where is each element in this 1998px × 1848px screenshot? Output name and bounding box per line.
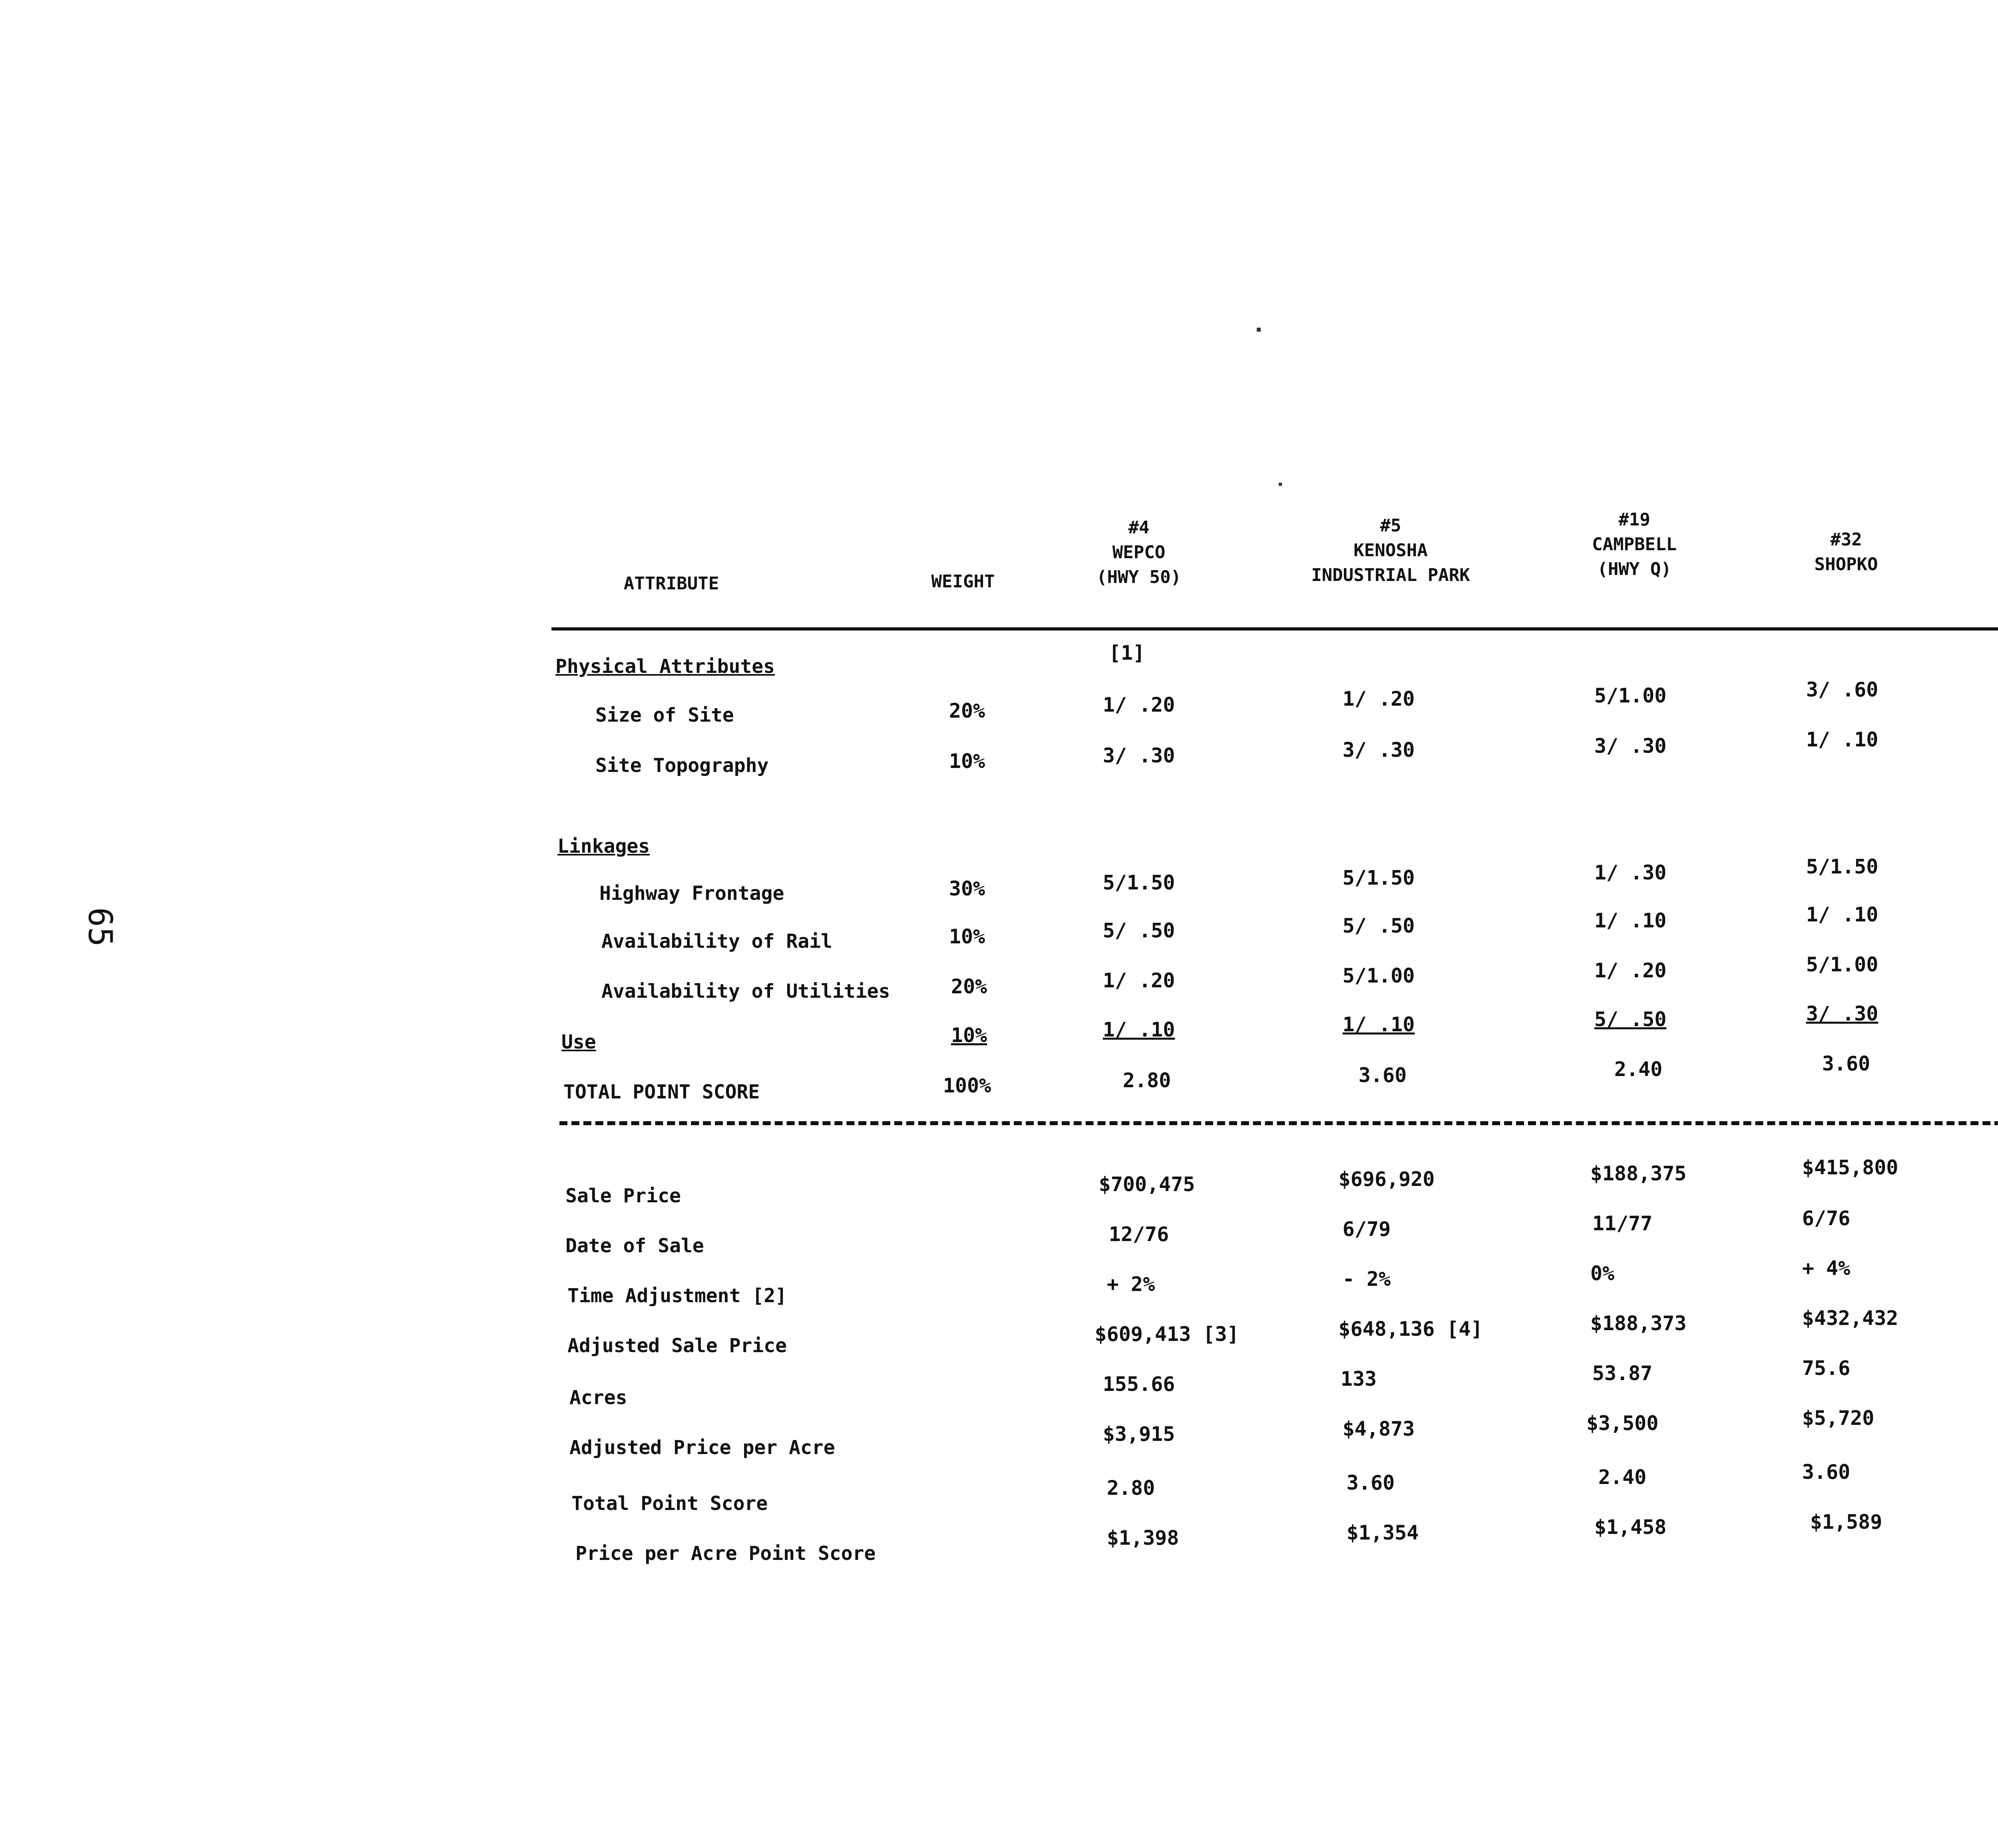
scan-speck — [1257, 328, 1261, 332]
score-cell: 1/ .10 — [1806, 728, 1879, 751]
sales-cell: 6/76 — [1802, 1207, 1851, 1230]
sales-cell: 12/76 — [1108, 1223, 1169, 1246]
row-label: Price per Acre Point Score — [575, 1542, 876, 1565]
score-cell: 1/ .10 — [1806, 903, 1879, 926]
sales-cell: 2.40 — [1598, 1466, 1647, 1489]
sales-cell: $3,915 — [1102, 1422, 1175, 1446]
score-cell: 3/ .30 — [1102, 744, 1175, 767]
row-label: Site Topography — [595, 754, 769, 777]
row-label: Sale Price — [565, 1185, 681, 1207]
total-cell: 3.60 — [1822, 1052, 1871, 1075]
score-cell: 1/ .30 — [1594, 861, 1667, 884]
row-label: Time Adjustment [2] — [567, 1285, 787, 1307]
column-header-kenosha — [1311, 513, 1470, 588]
score-cell: 1/ .20 — [1102, 693, 1175, 716]
score-cell: 5/ .50 — [1102, 919, 1175, 942]
sales-cell: $188,375 — [1590, 1162, 1687, 1185]
header-line: KENOSHA — [1353, 540, 1428, 561]
sales-cell: 75.6 — [1802, 1357, 1851, 1380]
total-cell: 2.40 — [1614, 1058, 1663, 1081]
header-line: WEPCO — [1112, 542, 1166, 563]
sales-cell: 53.87 — [1592, 1362, 1653, 1385]
sales-cell: 133 — [1340, 1367, 1377, 1390]
weight-cell: 10% — [949, 925, 985, 948]
header-line: (HWY Q) — [1597, 559, 1672, 579]
row-label-use: Use — [561, 1031, 596, 1053]
score-cell: 3/ .30 — [1806, 1002, 1879, 1025]
sales-cell: $648,136 [4] — [1338, 1317, 1483, 1341]
weight-cell: 20% — [949, 699, 985, 722]
score-cell: 1/ .20 — [1342, 687, 1415, 710]
sales-cell: $5,720 — [1802, 1406, 1875, 1430]
row-label: Date of Sale — [565, 1235, 704, 1257]
header-line: #19 — [1618, 509, 1650, 530]
sales-cell: $188,373 — [1590, 1312, 1687, 1335]
sales-cell: $1,458 — [1594, 1516, 1667, 1539]
score-cell: 5/ .50 — [1594, 1008, 1667, 1031]
header-line: CAMPBELL — [1592, 534, 1677, 555]
sales-cell: $415,800 — [1802, 1156, 1898, 1179]
sales-cell: $609,413 [3] — [1095, 1323, 1239, 1346]
score-cell: 5/1.00 — [1594, 684, 1667, 707]
total-cell: 2.80 — [1122, 1069, 1171, 1092]
sales-cell: $700,475 — [1099, 1173, 1195, 1196]
weight-cell: 10% — [951, 1024, 987, 1047]
sales-cell: $1,589 — [1810, 1510, 1883, 1534]
header-line: #32 — [1830, 529, 1862, 550]
score-cell: 5/ .50 — [1342, 914, 1415, 937]
score-cell: 3/ .60 — [1806, 678, 1879, 701]
sales-cell: $3,500 — [1586, 1412, 1659, 1435]
sales-cell: 3.60 — [1346, 1471, 1395, 1494]
section-physical-attributes: Physical Attributes — [555, 655, 775, 678]
page-number: 65 — [81, 907, 119, 947]
score-cell: 5/1.50 — [1102, 871, 1175, 894]
sales-cell: 0% — [1590, 1262, 1615, 1285]
total-cell: 3.60 — [1358, 1064, 1407, 1087]
column-header-weight: WEIGHT — [931, 571, 995, 592]
weight-cell: 20% — [951, 975, 987, 998]
header-rule — [551, 627, 1998, 631]
weight-cell: 30% — [949, 877, 985, 900]
score-cell: 5/1.50 — [1342, 866, 1415, 889]
score-cell: 5/1.00 — [1806, 953, 1879, 976]
row-label: Total Point Score — [571, 1492, 768, 1515]
column-header-campbell — [1592, 507, 1677, 582]
row-label: Adjusted Sale Price — [567, 1335, 787, 1357]
weight-cell: 10% — [949, 750, 985, 773]
score-cell: 1/ .20 — [1594, 959, 1667, 982]
column-header-attribute: ATTRIBUTE — [623, 573, 719, 594]
header-line: (HWY 50) — [1097, 567, 1181, 587]
header-line: INDUSTRIAL PARK — [1311, 565, 1470, 585]
sales-cell: $696,920 — [1338, 1168, 1435, 1191]
score-cell: 1/ .20 — [1102, 969, 1175, 992]
scan-speck — [1279, 483, 1282, 486]
sales-cell: $432,432 — [1802, 1307, 1898, 1330]
header-line: #4 — [1128, 517, 1150, 538]
row-label: Acres — [569, 1386, 627, 1409]
sales-cell: 3.60 — [1802, 1460, 1851, 1484]
sales-cell: + 4% — [1802, 1257, 1851, 1280]
sales-cell: $1,398 — [1106, 1526, 1179, 1550]
footnote-marker: [1] — [1108, 641, 1145, 664]
dashed-divider — [559, 1121, 1998, 1125]
section-linkages: Linkages — [557, 835, 650, 857]
row-label: Highway Frontage — [599, 882, 784, 905]
sales-cell: 6/79 — [1342, 1217, 1391, 1241]
header-line: #5 — [1380, 515, 1401, 536]
row-label: Availability of Rail — [601, 930, 832, 953]
sales-cell: 11/77 — [1592, 1212, 1653, 1235]
row-label: Adjusted Price per Acre — [569, 1436, 835, 1459]
score-cell: 1/ .10 — [1594, 909, 1667, 932]
row-label: Size of Site — [595, 704, 734, 726]
sales-cell: $4,873 — [1342, 1417, 1415, 1440]
sales-cell: - 2% — [1342, 1267, 1391, 1291]
sales-cell: 2.80 — [1106, 1476, 1155, 1500]
sales-cell: 155.66 — [1102, 1373, 1175, 1396]
row-label: Availability of Utilities — [601, 980, 890, 1003]
score-cell: 3/ .30 — [1342, 738, 1415, 762]
score-cell: 3/ .30 — [1594, 734, 1667, 758]
sales-cell: + 2% — [1106, 1273, 1155, 1296]
score-cell: 5/1.00 — [1342, 964, 1415, 987]
score-cell: 1/ .10 — [1102, 1018, 1175, 1041]
total-weight: 100% — [943, 1074, 991, 1097]
column-header-wepco — [1097, 515, 1181, 590]
score-cell: 1/ .10 — [1342, 1013, 1415, 1036]
total-row-label: TOTAL POINT SCORE — [563, 1081, 760, 1103]
score-cell: 5/1.50 — [1806, 855, 1879, 878]
header-line: SHOPKO — [1814, 554, 1878, 575]
sales-cell: $1,354 — [1346, 1521, 1419, 1544]
column-header-shopko — [1815, 527, 1878, 577]
